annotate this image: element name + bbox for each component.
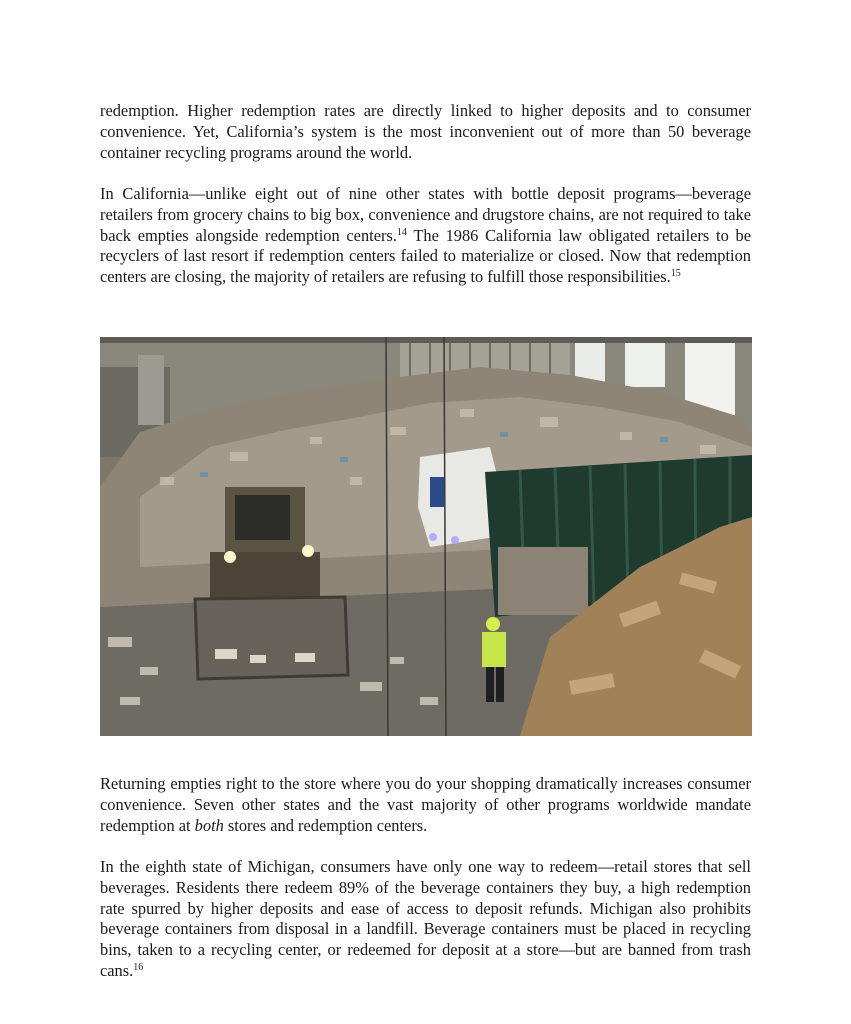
paragraph-text: stores and redemption centers. — [223, 815, 428, 835]
recycling-facility-photo — [100, 337, 752, 736]
paragraph-text: Returning empties right to the store where you do your shopping dramatically increases consumer convenience. Seven other states and the vast majority of other programs worldwide mandate redemption at — [100, 774, 751, 835]
paragraph-text: redemption. Higher redemption rates are directly linked to higher deposits and to consumer convenience. Yet, California’s system is the most inconvenient out of more than 50 beverage container recycling programs around the world. — [100, 101, 751, 162]
body-paragraph — [100, 857, 751, 982]
body-paragraph — [100, 101, 751, 163]
paragraph-text: The 1986 California law obligated retailers to be recyclers of last resort if redemption centers failed to materialize or closed. Now that redemption centers are closing, the majority of retailers are refusing to fulfill those responsibilities. — [100, 225, 751, 287]
body-paragraph — [100, 774, 751, 836]
footnote-marker[interactable]: 15 — [670, 268, 681, 280]
paragraph-text: In California—unlike eight out of nine other states with bottle deposit programs—beverage retailers from grocery chains to big box, convenience and drugstore chains, are not required to take back empties alongside redemption centers. — [100, 184, 751, 245]
emphasis-text: both — [194, 815, 224, 835]
footnote-marker[interactable]: 16 — [133, 961, 144, 973]
footnote-marker[interactable]: 14 — [396, 226, 407, 238]
paragraph-text: In the eighth state of Michigan, consumers have only one way to redeem—retail stores that sell beverages. Residents there redeem 89% of the beverage containers they buy, a high redemption rate spurred by higher deposits and ease of access to deposit refunds. Michigan also prohibits beverage containers from disposal in a landfill. Beverage containers must be placed in recycling bins, taken to a recycling center, or redeemed for deposit at a store—but are banned from trash cans. — [100, 857, 751, 980]
body-paragraph — [100, 184, 751, 288]
